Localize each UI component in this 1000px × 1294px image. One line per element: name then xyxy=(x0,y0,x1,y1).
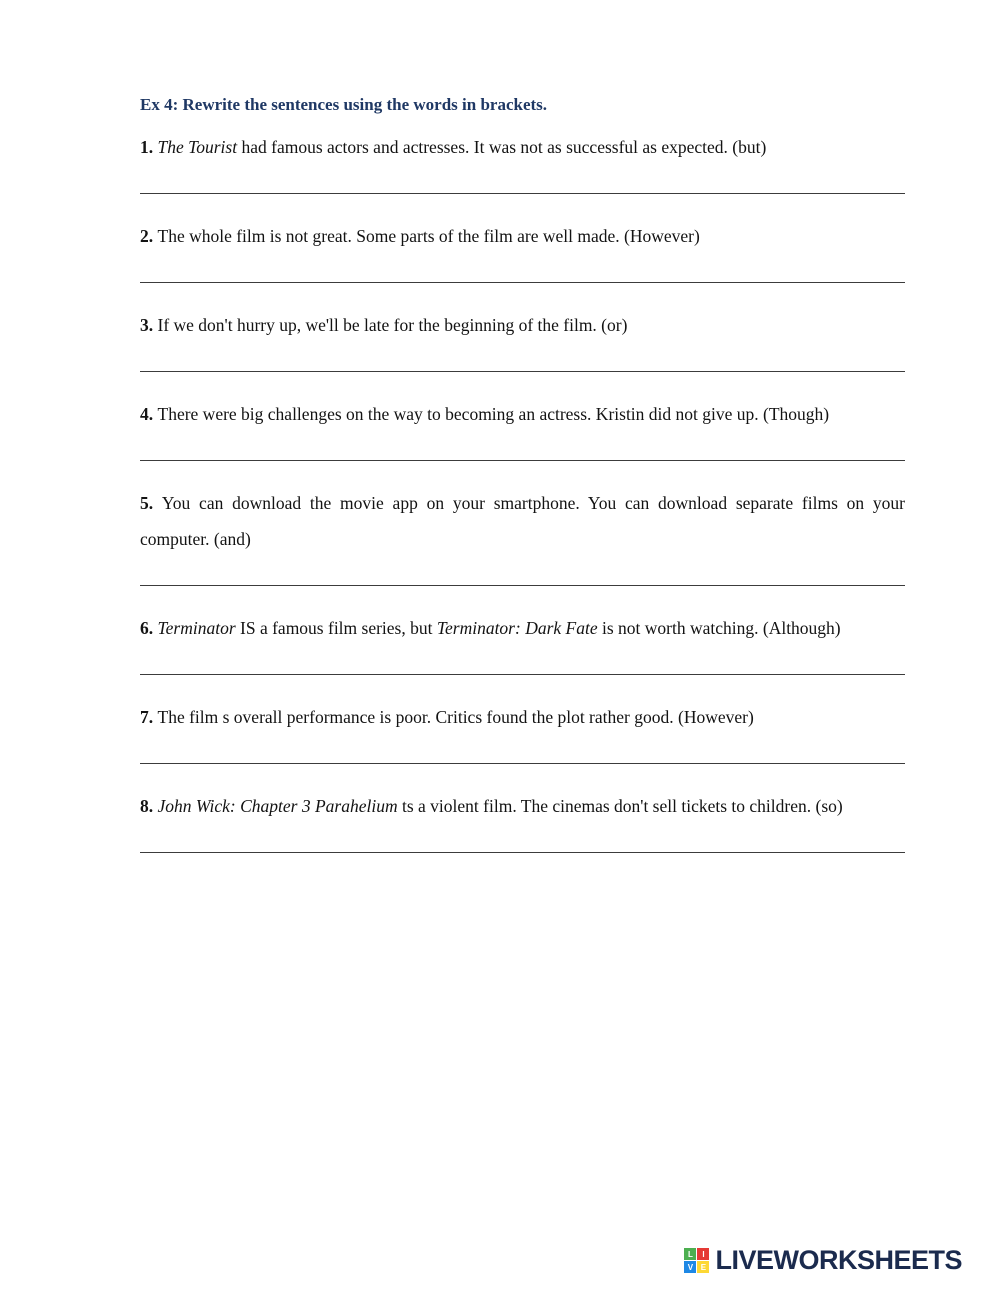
liveworksheets-logo-icon xyxy=(684,1248,709,1273)
question-number: 7. xyxy=(140,707,158,727)
worksheet-content xyxy=(140,93,905,877)
question-segment-italic: Terminator: Dark Fate xyxy=(436,618,598,638)
question-segment: IS a famous film series, but xyxy=(235,618,437,638)
question-5-text xyxy=(140,485,905,557)
liveworksheets-brand-text: LIVEWORKSHEETS xyxy=(715,1245,962,1275)
logo-letter-e: E xyxy=(697,1261,709,1273)
question-segment: You can download the movie app on your smartphone. You can download separate films on your computer. (and) xyxy=(140,493,906,549)
answer-line-1[interactable] xyxy=(140,193,905,194)
question-number: 1. xyxy=(140,137,158,157)
answer-line-2[interactable] xyxy=(140,282,905,283)
answer-line-7[interactable] xyxy=(140,763,905,764)
question-segment: ts a violent film. The cinemas don't sell tickets to children. (so) xyxy=(397,796,843,816)
logo-letter-i: I xyxy=(697,1248,709,1260)
answer-line-5[interactable] xyxy=(140,585,905,586)
question-1-text xyxy=(140,129,905,165)
question-number: 8. xyxy=(140,796,158,816)
answer-line-8[interactable] xyxy=(140,852,905,853)
question-4-text xyxy=(140,396,905,432)
question-number: 4. xyxy=(140,404,158,424)
question-number: 2. xyxy=(140,226,158,246)
question-3-text xyxy=(140,307,905,343)
question-8-text xyxy=(140,788,905,824)
question-segment: If we don't hurry up, we'll be late for the beginning of the film. (or) xyxy=(157,315,628,335)
answer-line-6[interactable] xyxy=(140,674,905,675)
question-segment: had famous actors and actresses. It was not as successful as expected. (but) xyxy=(237,137,767,157)
question-segment: is not worth watching. (Although) xyxy=(597,618,841,638)
liveworksheets-footer xyxy=(684,1245,962,1276)
exercise-title: Ex 4: Rewrite the sentences using the words in brackets. xyxy=(140,95,548,114)
question-2-text xyxy=(140,218,905,254)
question-segment: The whole film is not great. Some parts of the film are well made. (However) xyxy=(157,226,700,246)
question-segment: The film s overall performance is poor. Critics found the plot rather good. (However) xyxy=(157,707,754,727)
answer-line-4[interactable] xyxy=(140,460,905,461)
question-number: 3. xyxy=(140,315,158,335)
question-number: 6. xyxy=(140,618,158,638)
question-segment: There were big challenges on the way to becoming an actress. Kristin did not give up. (Though) xyxy=(157,404,830,424)
question-number: 5. xyxy=(140,493,162,513)
question-segment-italic: John Wick: Chapter 3 Parahelium xyxy=(157,796,398,816)
question-segment-italic: The Tourist xyxy=(157,137,238,157)
question-6-text xyxy=(140,610,905,646)
logo-letter-l: L xyxy=(684,1248,696,1260)
answer-line-3[interactable] xyxy=(140,371,905,372)
question-segment-italic: Terminator xyxy=(157,618,236,638)
logo-letter-v: V xyxy=(684,1261,696,1273)
questions xyxy=(140,129,905,853)
question-7-text xyxy=(140,699,905,735)
